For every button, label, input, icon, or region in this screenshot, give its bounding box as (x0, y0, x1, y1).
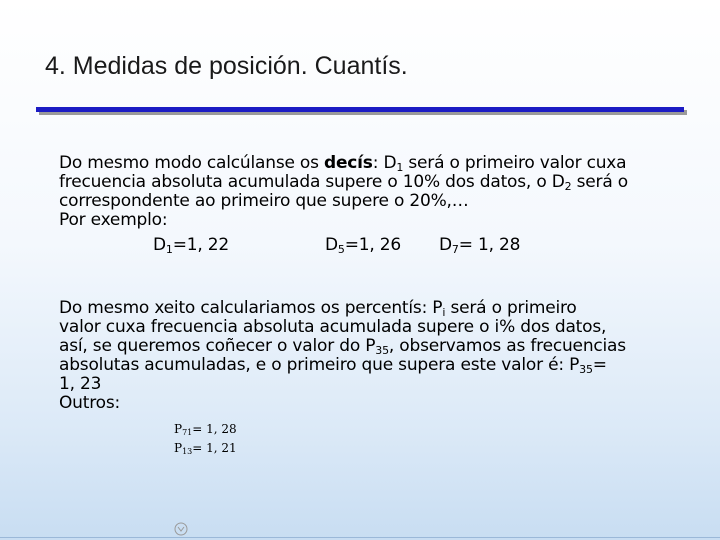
circular-logo-icon (174, 521, 188, 535)
decile-paragraph (59, 154, 689, 266)
p2-text: , observamos as frecuencias (388, 336, 626, 356)
other-percentiles (174, 420, 237, 458)
p1-text: Do mesmo modo calcúlanse os (59, 153, 324, 173)
percentile-paragraph (59, 299, 689, 413)
slide-title: 4. Medidas de posición. Cuantís. (45, 52, 408, 80)
p1-text: : D (372, 153, 397, 173)
p1-line-3: correspondente ao primeiro que supere o 20%,… (59, 191, 469, 211)
example-d1 (153, 236, 229, 255)
subscript: 71 (182, 428, 193, 437)
percentile-value: = 1, 21 (192, 441, 237, 455)
p1-line-4: Por exemplo: (59, 210, 168, 230)
subscript: 35 (579, 363, 593, 376)
p2-text: = (592, 355, 607, 375)
subscript: 35 (375, 344, 389, 357)
example-symbol: D (439, 235, 452, 255)
percentile-p71 (174, 420, 237, 439)
percentile-symbol: P (174, 441, 183, 455)
p2-line-5: 1, 23 (59, 374, 102, 394)
p2-line-3 (59, 337, 689, 356)
p2-line-2: valor cuxa frecuencia absoluta acumulada supere o i% dos datos, (59, 317, 607, 337)
p2-line-1 (59, 299, 689, 318)
p2-text: así, se queremos coñecer o valor do P (59, 336, 376, 356)
title-underline (36, 107, 684, 112)
p2-text: será o primeiro (445, 298, 577, 318)
example-value: =1, 26 (344, 235, 402, 255)
p1-text: frecuencia absoluta acumulada supere o 10% dos datos, o D (59, 172, 565, 192)
example-symbol: D (153, 235, 166, 255)
example-d7 (439, 236, 520, 255)
decile-examples (59, 236, 689, 266)
subscript: 13 (182, 447, 193, 456)
percentile-symbol: P (174, 422, 183, 436)
p2-line-6: Outros: (59, 393, 121, 413)
example-value: =1, 22 (172, 235, 230, 255)
example-value: = 1, 28 (458, 235, 521, 255)
subscript: 1 (165, 243, 173, 256)
p2-text: Do mesmo xeito calculariamos os percentís: P (59, 298, 443, 318)
example-d5 (325, 236, 401, 255)
subscript: 5 (337, 243, 345, 256)
subscript: 7 (451, 243, 459, 256)
deciles-term: decís (324, 153, 373, 173)
p2-line-4 (59, 356, 689, 375)
percentile-value: = 1, 28 (192, 422, 237, 436)
subscript: 2 (564, 180, 572, 193)
p1-text: será o (571, 172, 628, 192)
p1-line-2 (59, 173, 689, 192)
p2-text: absolutas acumuladas, e o primeiro que supera este valor é: P (59, 355, 580, 375)
p1-line-1 (59, 154, 689, 173)
subscript: i (442, 306, 446, 319)
percentile-p13 (174, 439, 237, 458)
p1-text: será o primeiro valor cuxa (403, 153, 627, 173)
example-symbol: D (325, 235, 338, 255)
footer-line (0, 537, 720, 538)
subscript: 1 (396, 161, 404, 174)
